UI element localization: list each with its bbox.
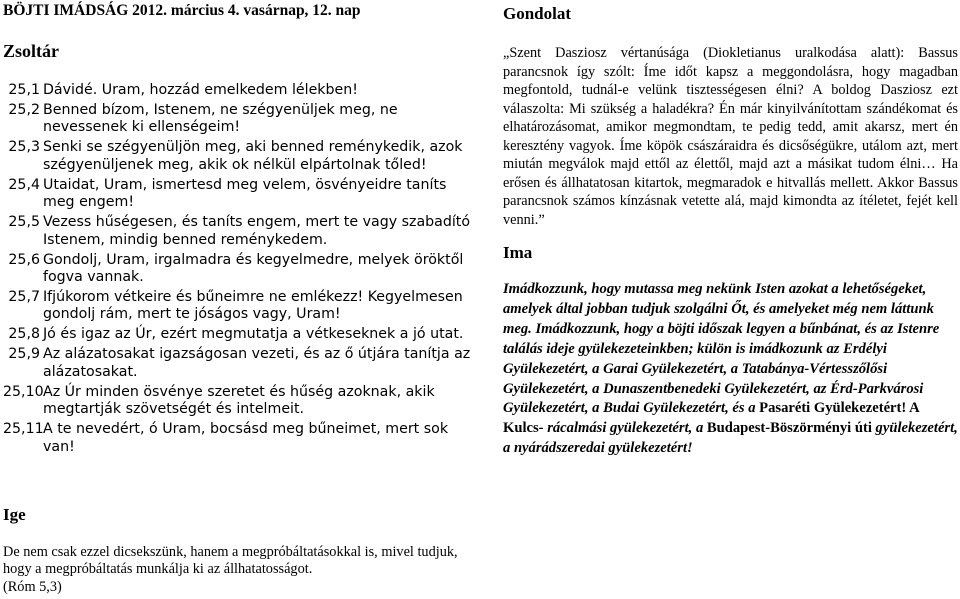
psalm-verse (3, 177, 478, 212)
verse-text: Gondolj, Uram, irgalmadra és kegyelmedre, melyek öröktől fogva vannak. (43, 251, 464, 286)
ige-body (3, 544, 473, 596)
verse-text: Az alázatosakat igazságosan vezeti, és az ő útjára tanítja az alázatosakat. (43, 346, 471, 380)
verse-number: 25,9 (8, 346, 40, 363)
prayer-segment: Budapest-Böszörményi úti (706, 420, 876, 437)
verse-number: 25,3 (8, 139, 40, 156)
psalm-verse (3, 326, 478, 343)
psalm-verse (3, 289, 478, 324)
psalm-verse (3, 214, 478, 249)
prayer-segment: Imádkozzunk, hogy mutassa meg nekünk Isten azokat a lehetőségeket, amelyek által jobban tudjuk szolgálni Őt, és amelyeket még nem láttunk meg. (503, 281, 934, 337)
psalm-heading: Zsoltár (3, 41, 59, 61)
verse-number: 25,5 (8, 214, 40, 231)
psalm-verse (3, 384, 478, 419)
psalm-verse (3, 421, 478, 456)
verse-number: 25,2 (8, 102, 40, 118)
ige-reference: (Róm 5,3) (3, 578, 62, 595)
verse-number: 25,4 (8, 176, 40, 193)
verse-text: A te nevedért, ó Uram, bocsásd meg bűneimet, mert sok van! (43, 421, 449, 455)
psalm-verse (3, 346, 478, 381)
psalm-verse (3, 252, 478, 287)
prayer-segment: gyülekezetért, a nyárádszeredai gyülekezetért! (503, 420, 958, 457)
ima-heading: Ima (503, 243, 533, 262)
psalm-verse (3, 139, 478, 174)
prayer-segment: rácalmási gyülekezetért, a (547, 420, 707, 437)
verse-number: 25,1 (8, 82, 40, 98)
verse-number: 25,6 (8, 251, 40, 268)
verse-number: 25,7 (8, 289, 40, 306)
verse-text: Senki se szégyenüljön meg, aki benned reménykedik, azok szégyenüljenek meg, akik ok nélkül elpártolnak tőled! (43, 139, 463, 173)
verse-text: Ifjúkorom vétkeire és bűneimre ne emlékezz! Kegyelmesen gondolj rám, mert te jóságos vagy, Uram! (43, 289, 463, 323)
gondolat-heading: Gondolat (503, 4, 572, 23)
prayer-segment: Imádkozzunk, hogy a böjti időszak legyen a bűnbánat, és az Istenre találás ideje gyülekezeteinkben; külön is imádkozunk az Erdélyi Gyülekezetért, a Garai Gyülekezetért, a Tatabánya-Vértesszőlősi Gyülekezetért, a Dunaszentbenedeki Gyülekezetért, az Érd-Parkvárosi Gyülekezetért, a Budai Gyülekezetért, és a (503, 320, 940, 417)
ige-heading: Ige (3, 505, 26, 524)
verse-text: Jó és igaz az Úr, ezért megmutatja a vétkeseknek a jó utat. (43, 326, 464, 343)
psalm-verse (3, 82, 478, 99)
verse-text: Vezess hűségesen, és taníts engem, mert te vagy szabadító Istenem, mindig benned reménykedem. (43, 214, 471, 248)
verse-text: Utaidat, Uram, ismertesd meg velem, ösvényeidre taníts meg engem! (43, 176, 447, 211)
ima-prayer (503, 280, 958, 459)
gondolat-text: „Szent Dasziosz vértanúsága (Diokletianus uralkodása alatt): Bassus parancsnok így szólt: Íme időt kapsz a meggondolásra, hogy magadban megfontold, tudnál-e velünk tisztességesen élni? A boldog Dasziosz ezt válaszolta: Mi szükség a haladékra? Én már kinyilvánítottam szándékomat és elhatározásomat, amikor megmondtam, te pedig tedd, amit akarsz, mert én keresztény vagyok. Íme köpök császáraidra és dicsőségükre, utálom azt, mert miután megválok majd ettől az élettől, majd azt a másikat tudom élni… Ha erősen és állhatatosan kitartok, megmaradok e hitvallás mellett. Akkor Bassus parancsnok számos kínzásnak vetette alá, majd kimondta az ítéletet, fejét kell venni.” (503, 45, 958, 228)
verse-text: Dávidé. Uram, hozzád emelkedem lélekben! (43, 82, 358, 98)
verse-number: 25,8 (8, 326, 40, 343)
verse-number: 25,10 (3, 383, 44, 400)
verse-text: Benned bízom, Istenem, ne szégyenüljek meg, ne nevessenek ki ellenségeim! (43, 102, 398, 136)
psalm-verse (3, 102, 478, 137)
psalm-verses (3, 82, 478, 459)
verse-text: Az Úr minden ösvénye szeretet és hűség azoknak, akik megtartják szövetségét és intelmeit. (43, 383, 435, 418)
verse-number: 25,11 (3, 421, 44, 438)
page-header: BÖJTI IMÁDSÁG 2012. március 4. vasárnap, 12. nap (3, 2, 361, 19)
prayer-segment: Pasaréti Gyülekezetért! A Kulcs- (503, 400, 919, 437)
ige-text: De nem csak ezzel dicsekszünk, hanem a megpróbáltatásokkal is, mivel tudjuk, hogy a megpróbáltatás munkálja ki az állhatatosságot. (3, 544, 458, 578)
